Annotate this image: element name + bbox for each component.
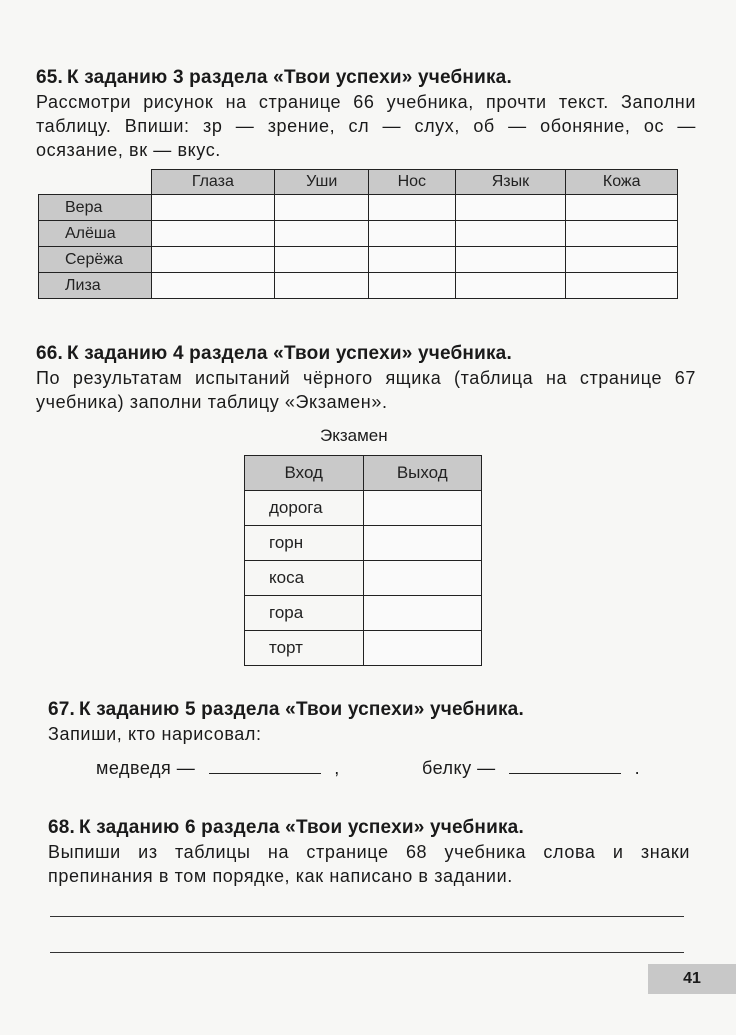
exam-table-caption: Экзамен (320, 426, 388, 445)
row-header-liza: Лиза (39, 273, 152, 299)
task-67 (48, 698, 708, 746)
col-header-ears: Уши (275, 170, 369, 195)
answer-cell[interactable] (151, 247, 275, 273)
input-word: коса (245, 561, 364, 596)
answer-line-2[interactable] (50, 952, 684, 953)
table-row (39, 195, 678, 221)
input-word: торт (245, 631, 364, 666)
task-67-title: 67. К заданию 5 раздела «Твои успехи» учебника. (48, 699, 524, 720)
task-65-text: Рассмотри рисунок на странице 66 учебника, прочти текст. Заполни таблицу. Впиши: зр — зрение, сл — слух, об — обоняние, ос — осязание, вк — вкус. (36, 92, 696, 160)
answer-cell[interactable] (566, 273, 678, 299)
answer-cell[interactable] (455, 247, 566, 273)
task-65-title: 65. К заданию 3 раздела «Твои успехи» учебника. (36, 67, 512, 88)
fill-squirrel (422, 758, 640, 779)
col-header-tongue: Язык (455, 170, 566, 195)
col-header-eyes: Глаза (151, 170, 275, 195)
table-row (245, 561, 482, 596)
input-word: горн (245, 526, 364, 561)
answer-cell[interactable] (455, 195, 566, 221)
task-66 (36, 342, 696, 414)
answer-cell[interactable] (369, 247, 455, 273)
table-row (245, 491, 482, 526)
answer-cell[interactable] (151, 221, 275, 247)
answer-cell[interactable] (369, 273, 455, 299)
task-68-text: Выпиши из таблицы на странице 68 учебника слова и знаки препинания в том порядке, как написано в задании. (48, 842, 690, 886)
output-cell[interactable] (363, 561, 482, 596)
table-row (245, 596, 482, 631)
bear-answer-blank[interactable] (209, 773, 321, 774)
task-66-number: 66. (36, 343, 64, 364)
input-word: дорога (245, 491, 364, 526)
task-65-number: 65. (36, 67, 64, 88)
table-row (245, 526, 482, 561)
answer-cell[interactable] (151, 273, 275, 299)
task-68 (48, 816, 690, 888)
answer-line-1[interactable] (50, 916, 684, 917)
period-end: . (634, 758, 641, 778)
col-header-skin: Кожа (566, 170, 678, 195)
output-cell[interactable] (363, 631, 482, 666)
squirrel-label: белку — (422, 758, 496, 778)
task-65 (36, 66, 696, 162)
task-66-text: По результатам испытаний чёрного ящика (таблица на странице 67 учебника) заполни таблицу «Экзамен». (36, 368, 696, 412)
row-header-vera: Вера (39, 195, 152, 221)
answer-cell[interactable] (151, 195, 275, 221)
exam-table (244, 455, 482, 666)
answer-cell[interactable] (566, 195, 678, 221)
row-header-alyosha: Алёша (39, 221, 152, 247)
col-header-input: Вход (245, 456, 364, 491)
task-67-text: Запиши, кто нарисовал: (48, 724, 262, 744)
bear-label: медведя — (96, 758, 196, 778)
output-cell[interactable] (363, 491, 482, 526)
task-66-title: 66. К заданию 4 раздела «Твои успехи» учебника. (36, 343, 512, 364)
answer-cell[interactable] (275, 195, 369, 221)
answer-cell[interactable] (455, 221, 566, 247)
table-row (245, 631, 482, 666)
squirrel-answer-blank[interactable] (509, 773, 621, 774)
fill-bear (96, 758, 340, 779)
col-header-nose: Нос (369, 170, 455, 195)
table-corner (39, 170, 152, 195)
output-cell[interactable] (363, 526, 482, 561)
answer-cell[interactable] (566, 247, 678, 273)
answer-cell[interactable] (369, 195, 455, 221)
answer-cell[interactable] (275, 221, 369, 247)
answer-cell[interactable] (275, 247, 369, 273)
input-word: гора (245, 596, 364, 631)
answer-cell[interactable] (369, 221, 455, 247)
task-67-number: 67. (48, 699, 76, 720)
output-cell[interactable] (363, 596, 482, 631)
col-header-output: Выход (363, 456, 482, 491)
answer-cell[interactable] (566, 221, 678, 247)
comma-separator: , (334, 758, 340, 778)
answer-cell[interactable] (275, 273, 369, 299)
page-number: 41 (648, 964, 736, 994)
senses-table (38, 169, 678, 299)
table-row (39, 247, 678, 273)
row-header-seryozha: Серёжа (39, 247, 152, 273)
table-row (39, 273, 678, 299)
task-68-title: 68. К заданию 6 раздела «Твои успехи» учебника. (48, 817, 524, 838)
task-68-number: 68. (48, 817, 76, 838)
answer-cell[interactable] (455, 273, 566, 299)
table-row (39, 221, 678, 247)
